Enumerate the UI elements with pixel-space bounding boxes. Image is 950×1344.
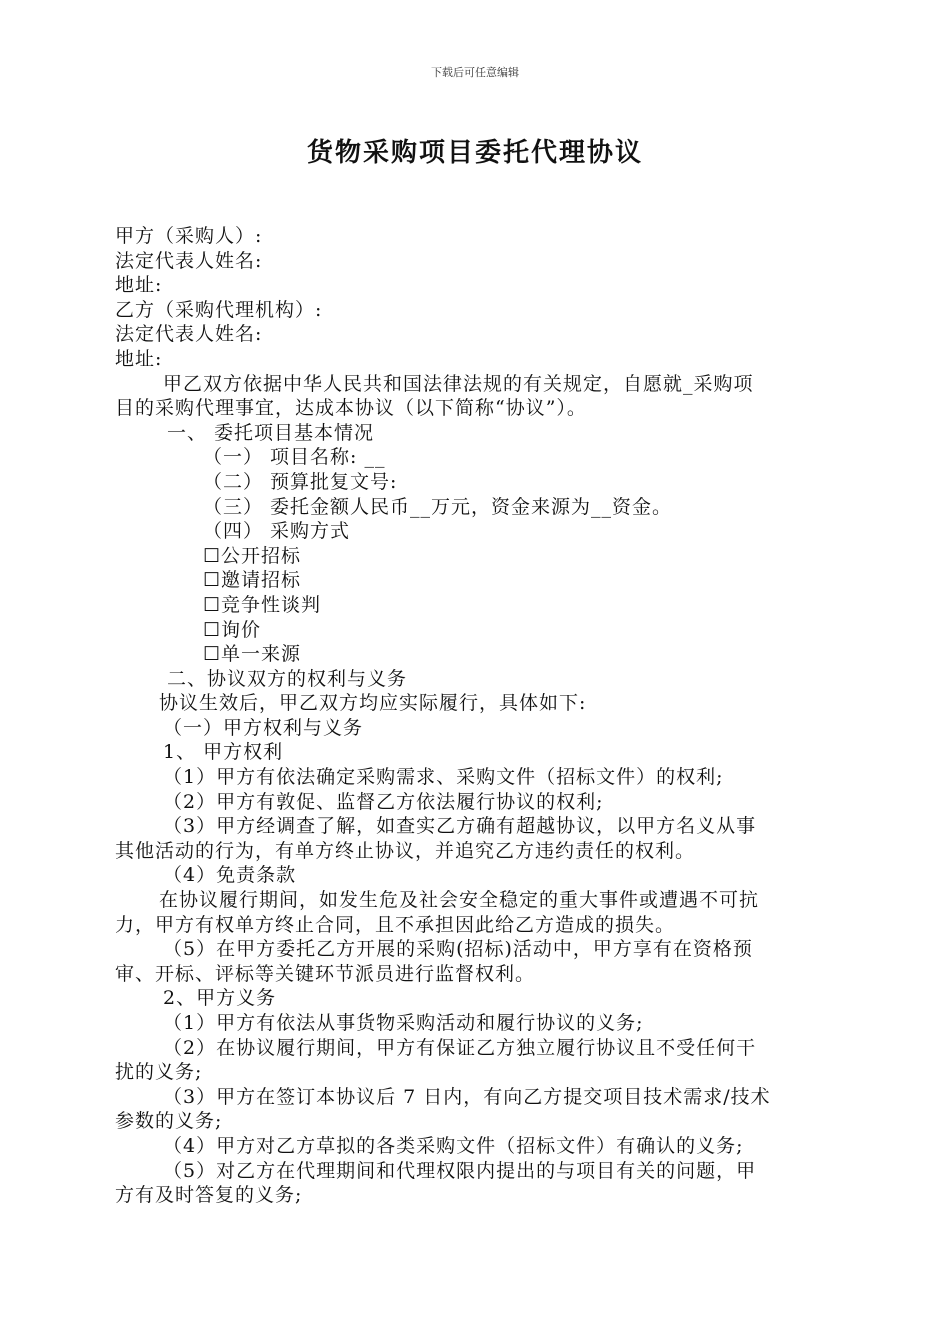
text-line: 一、 委托项目基本情况 xyxy=(167,421,375,444)
document-body xyxy=(115,224,840,1208)
text-line: 1、 甲方权利 xyxy=(163,741,284,764)
text-line: 协议生效后，甲乙双方均应实际履行，具体如下: xyxy=(159,692,587,715)
text-line: ☐询价 xyxy=(203,618,262,641)
text-line: 甲方（采购人）: xyxy=(115,225,263,247)
text-line: 方有及时答复的义务; xyxy=(115,1184,303,1207)
text-line: 乙方（采购代理机构）: xyxy=(115,298,323,321)
text-line: （2）在协议履行期间，甲方有保证乙方独立履行协议且不受任何干 xyxy=(163,1036,757,1059)
text-line: 法定代表人姓名: xyxy=(115,249,263,272)
text-line: （4）甲方对乙方草拟的各类采购文件（招标文件）有确认的义务; xyxy=(163,1134,744,1157)
text-line: 目的采购代理事宜，达成本协议（以下简称“协议”）。 xyxy=(115,397,587,420)
text-line: 参数的义务; xyxy=(115,1110,223,1133)
text-line: （1）甲方有依法从事货物采购活动和履行协议的义务; xyxy=(163,1012,644,1034)
text-line: ☐竞争性谈判 xyxy=(203,593,322,616)
text-line: 二、协议双方的权利与义务 xyxy=(167,667,408,690)
document-title: 货物采购项目委托代理协议 xyxy=(306,138,643,168)
text-line: 在协议履行期间，如发生危及社会安全稳定的重大事件或遭遇不可抗 xyxy=(159,889,760,912)
text-line: ☐单一来源 xyxy=(203,643,302,666)
text-line: （2）甲方有敦促、监督乙方依法履行协议的权利; xyxy=(163,790,604,813)
text-line: （3）甲方经调查了解，如查实乙方确有超越协议，以甲方名义从事 xyxy=(163,815,757,838)
text-line: ☐邀请招标 xyxy=(203,569,302,592)
text-line: （3）甲方在签订本协议后 7 日内，有向乙方提交项目技术需求/技术 xyxy=(163,1085,771,1108)
text-line: ☐公开招标 xyxy=(203,544,302,567)
text-line: （三） 委托金额人民币__万元，资金来源为__资金。 xyxy=(203,495,673,518)
text-line: （四） 采购方式 xyxy=(203,520,351,543)
text-line: 审、开标、评标等关键环节派员进行监督权利。 xyxy=(115,962,536,985)
text-line: 扰的义务; xyxy=(115,1061,203,1084)
text-line: 法定代表人姓名: xyxy=(115,323,263,346)
text-line: 地址: xyxy=(115,274,163,297)
text-line: （一）甲方权利与义务 xyxy=(163,716,364,739)
page-header-note: 下载后可任意编辑 xyxy=(431,66,519,79)
text-line: （5）在甲方委托乙方开展的采购(招标)活动中，甲方享有在资格预 xyxy=(163,938,753,961)
text-line: 2、甲方义务 xyxy=(163,987,277,1010)
text-line: （一） 项目名称: __ xyxy=(203,446,386,469)
text-line: 力，甲方有权单方终止合同，且不承担因此给乙方造成的损失。 xyxy=(115,913,676,936)
text-line: 甲乙双方依据中华人民共和国法律法规的有关规定，自愿就_采购项 xyxy=(163,372,754,395)
text-line: 其他活动的行为，有单方终止协议，并追究乙方违约责任的权利。 xyxy=(115,839,696,862)
text-line: （4）免责条款 xyxy=(163,864,297,887)
text-line: （1）甲方有依法确定采购需求、采购文件（招标文件）的权利; xyxy=(163,766,724,789)
text-line: （5）对乙方在代理期间和代理权限内提出的与项目有关的问题，甲 xyxy=(163,1159,757,1182)
text-line: 地址: xyxy=(115,347,163,370)
text-line: （二） 预算批复文号: xyxy=(203,470,398,493)
